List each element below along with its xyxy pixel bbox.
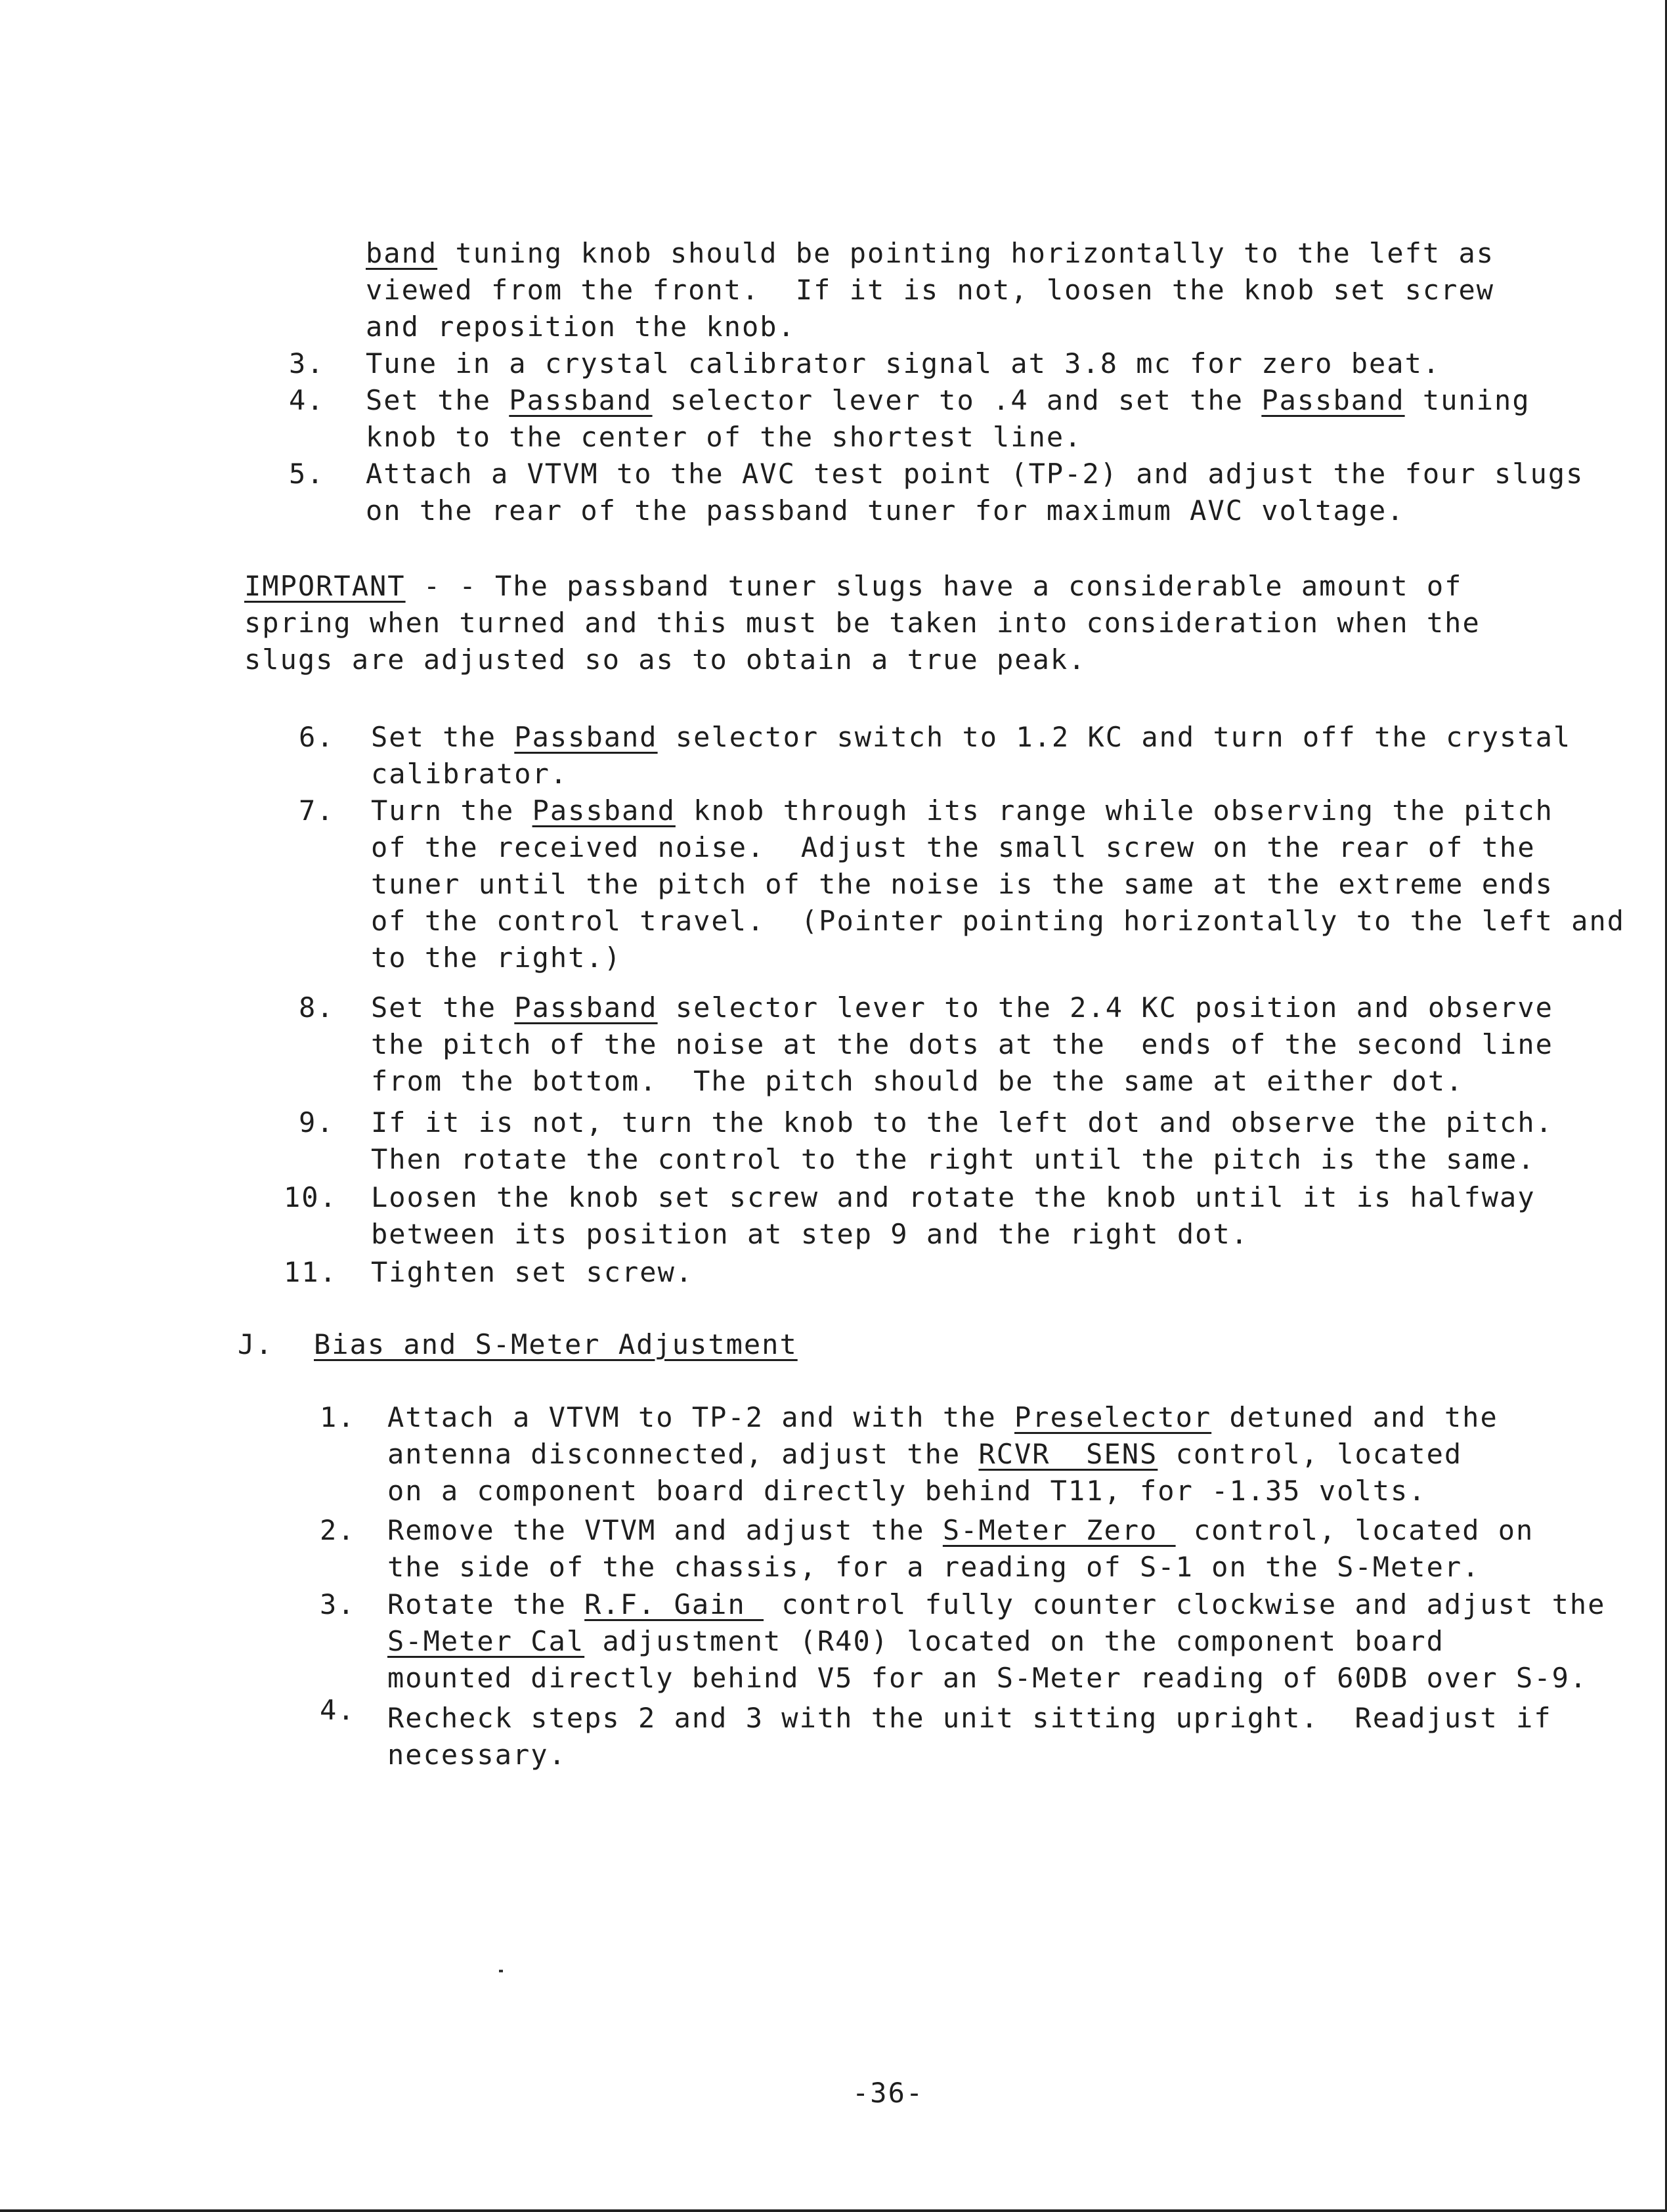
j-step-1-line-1: Attach a VTVM to TP-2 and with the Preselector detuned and the [387, 1401, 1498, 1433]
step-10-line-1: Loosen the knob set screw and rotate the knob until it is halfway [371, 1181, 1536, 1213]
step-8-line-1: Set the Passband selector lever to the 2.4 KC position and observe [371, 991, 1553, 1024]
step-4-number: 4. [289, 384, 325, 416]
j-step-4-line-2: necessary. [387, 1739, 567, 1771]
step-8-line-3: from the bottom. The pitch should be the same at either dot. [371, 1065, 1464, 1097]
important-line-3: slugs are adjusted so as to obtain a true peak. [244, 643, 1087, 676]
page-edge-bottom [0, 2209, 1667, 2212]
para-line-3: and reposition the knob. [366, 311, 796, 343]
j-step-3-number: 3. [320, 1588, 356, 1620]
step-7-line-2: of the received noise. Adjust the small screw on the rear of the [371, 831, 1536, 863]
step-7-line-5: to the right.) [371, 942, 622, 974]
j-step-3-line-1: Rotate the R.F. Gain control fully counter clockwise and adjust the [387, 1588, 1606, 1620]
step-8-line-2: the pitch of the noise at the dots at the ends of the second line [371, 1028, 1553, 1060]
j-step-2-number: 2. [320, 1514, 356, 1546]
j-step-1-line-3: on a component board directly behind T11, for -1.35 volts. [387, 1475, 1427, 1507]
para-line-2: viewed from the front. If it is not, loosen the knob set screw [366, 274, 1495, 306]
step-4-line-2: knob to the center of the shortest line. [366, 421, 1083, 453]
step-3-text: Tune in a crystal calibrator signal at 3.8 mc for zero beat. [366, 347, 1441, 380]
step-10-number: 10. [284, 1181, 337, 1213]
step-11-number: 11. [284, 1256, 337, 1288]
step-5-line-1: Attach a VTVM to the AVC test point (TP-2) and adjust the four slugs [366, 458, 1584, 490]
important-label: IMPORTANT [244, 570, 406, 602]
step-7-line-1: Turn the Passband knob through its range while observing the pitch [371, 794, 1553, 827]
step-7-line-4: of the control travel. (Pointer pointing horizontally to the left and [371, 905, 1626, 937]
step-11-text: Tighten set screw. [371, 1256, 694, 1288]
band-underlined: band [366, 237, 438, 269]
j-step-1-line-2: antenna disconnected, adjust the RCVR SENS control, located [387, 1438, 1463, 1470]
step-7-line-3: tuner until the pitch of the noise is the same at the extreme ends [371, 868, 1553, 900]
step-9-line-2: Then rotate the control to the right until the pitch is the same. [371, 1143, 1536, 1175]
important-line-2: spring when turned and this must be taken into consideration when the [244, 607, 1481, 639]
step-5-line-2: on the rear of the passband tuner for maximum AVC voltage. [366, 494, 1405, 527]
j-step-2-line-1: Remove the VTVM and adjust the S-Meter Zero control, located on [387, 1514, 1534, 1546]
step-5-number: 5. [289, 458, 325, 490]
step-9-number: 9. [299, 1106, 335, 1139]
important-line-1: IMPORTANT - - The passband tuner slugs have a considerable amount of [244, 570, 1463, 602]
step-6-number: 6. [299, 721, 335, 753]
j-step-3-line-2: S-Meter Cal adjustment (R40) located on the component board [387, 1625, 1444, 1657]
step-10-line-2: between its position at step 9 and the right dot. [371, 1218, 1249, 1250]
scan-speck [499, 1970, 503, 1972]
step-3-number: 3. [289, 347, 325, 380]
step-9-line-1: If it is not, turn the knob to the left dot and observe the pitch. [371, 1106, 1553, 1139]
step-8-number: 8. [299, 991, 335, 1024]
page-number: -36- [852, 2077, 924, 2109]
j-step-4-line-1: Recheck steps 2 and 3 with the unit sitting upright. Readjust if [387, 1702, 1552, 1734]
para-line-1: band tuning knob should be pointing horizontally to the left as [366, 237, 1495, 269]
section-j-heading: Bias and S-Meter Adjustment [314, 1328, 798, 1360]
j-step-1-number: 1. [320, 1401, 356, 1433]
step-7-number: 7. [299, 794, 335, 827]
j-step-3-line-3: mounted directly behind V5 for an S-Meter reading of 60DB over S-9. [387, 1662, 1588, 1694]
step-6-line-2: calibrator. [371, 758, 569, 790]
section-j-letter: J. [238, 1328, 274, 1360]
j-step-4-number: 4. [320, 1694, 356, 1726]
step-4-line-1: Set the Passband selector lever to .4 and set the Passband tuning [366, 384, 1530, 416]
step-6-line-1: Set the Passband selector switch to 1.2 KC and turn off the crystal [371, 721, 1572, 753]
j-step-2-line-2: the side of the chassis, for a reading of S-1 on the S-Meter. [387, 1551, 1481, 1583]
